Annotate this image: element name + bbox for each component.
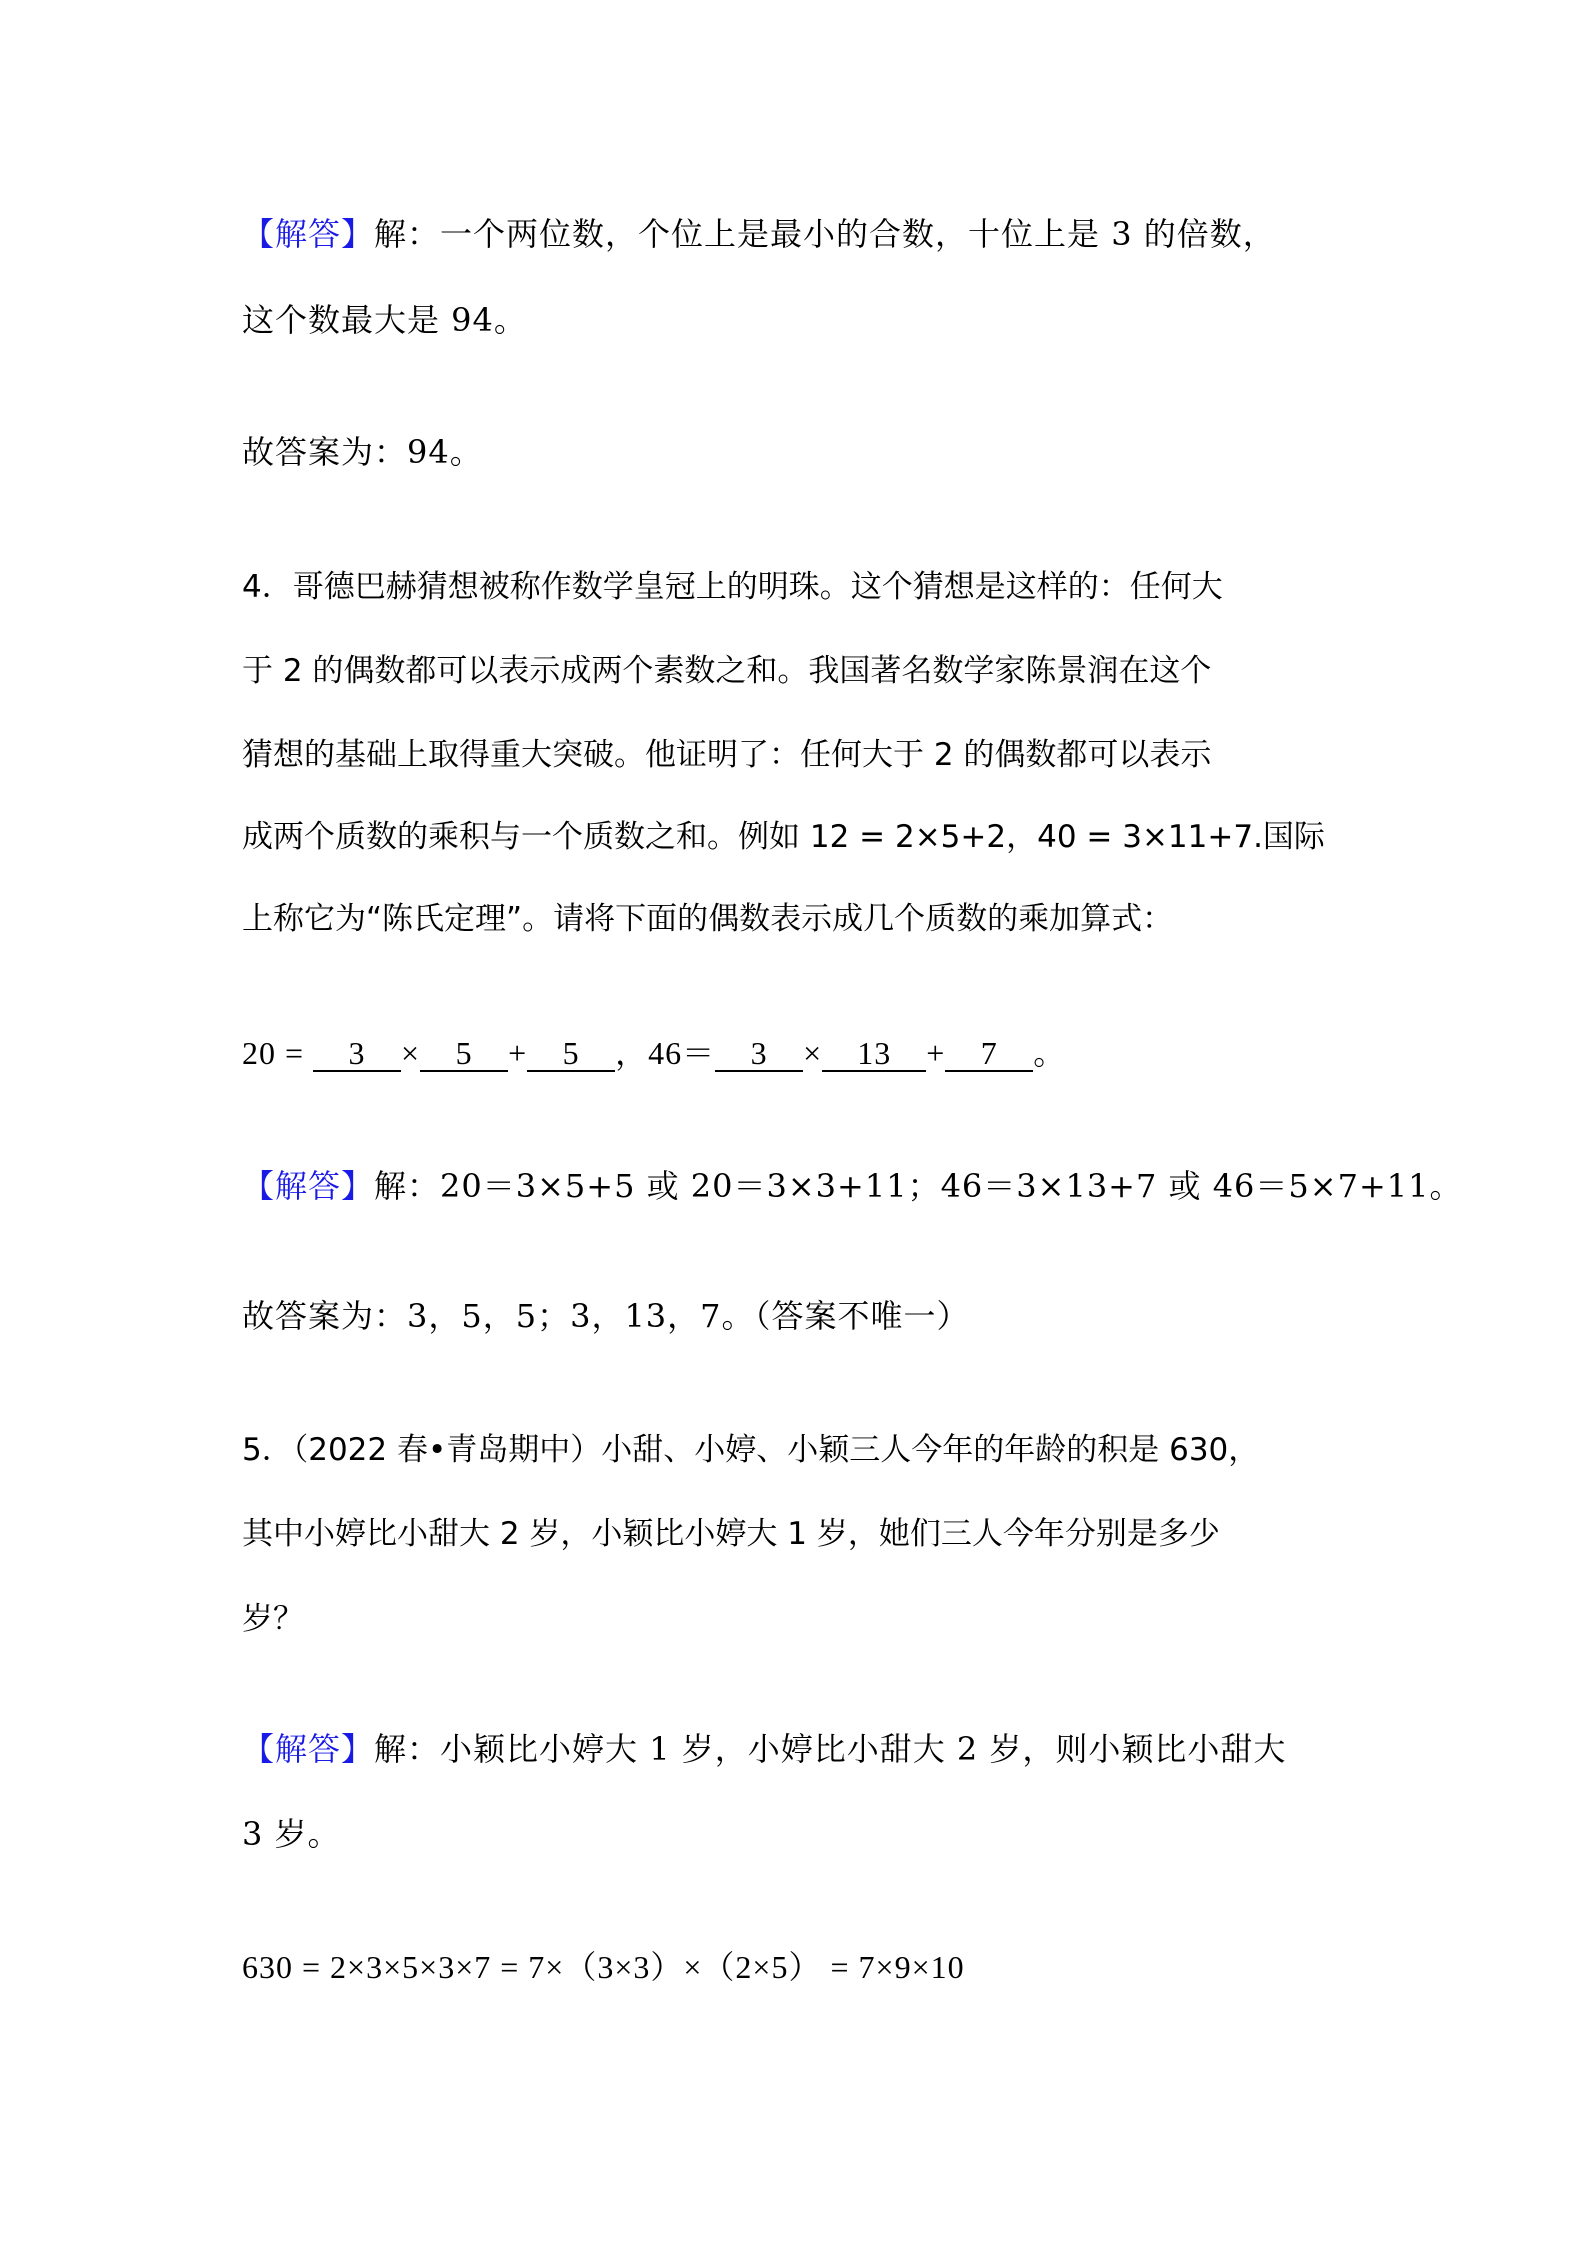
q5-solution-line2: 3 岁。	[242, 1815, 341, 1853]
q4-line: 于 2 的偶数都可以表示成两个素数之和。我国著名数学家陈景润在这个	[242, 653, 1212, 689]
q4-fill-in-equation	[242, 1033, 1362, 1073]
q4-solution-text: 解：20＝3×5+5 或 20＝3×3+11；46＝3×13+7 或 46＝5×7+11。	[374, 1167, 1463, 1205]
operator: +	[926, 1035, 946, 1071]
q4-final-answer: 故答案为：3，5，5；3，13，7。（答案不唯一）	[242, 1297, 970, 1335]
answer-tag: 【解答】	[242, 1167, 375, 1205]
answer-tag: 【解答】	[242, 1730, 375, 1768]
q5-solution-line1	[242, 1729, 1362, 1769]
q5-line: 岁？	[242, 1601, 304, 1637]
q3-solution-line1	[242, 214, 1362, 254]
q5-solution-text: 解：小颖比小婷大 1 岁，小婷比小甜大 2 岁，则小颖比小甜大	[374, 1730, 1287, 1768]
answer-blank[interactable]: 5	[420, 1036, 508, 1072]
q4-line: 上称它为“陈氏定理”。请将下面的偶数表示成几个质数的乘加算式：	[242, 901, 1174, 937]
operator: ×	[803, 1035, 823, 1071]
period: 。	[1033, 1035, 1067, 1071]
answer-tag: 【解答】	[242, 215, 375, 253]
answer-blank[interactable]: 5	[527, 1036, 615, 1072]
separator: ，46＝	[615, 1035, 716, 1071]
q4-solution	[242, 1166, 1463, 1206]
q4-line: 猜想的基础上取得重大突破。他证明了：任何大于 2 的偶数都可以表示	[242, 737, 1212, 773]
answer-blank[interactable]: 3	[313, 1036, 401, 1072]
equation-lhs: 20 =	[242, 1035, 305, 1071]
q5-line: 5．（2022 春•青岛期中）小甜、小婷、小颖三人今年的年龄的积是 630，	[242, 1432, 1260, 1468]
q3-solution-text: 解：一个两位数，个位上是最小的合数，十位上是 3 的倍数，	[374, 215, 1276, 253]
q4-line: 成两个质数的乘积与一个质数之和。例如 12 = 2×5+2，40 = 3×11+7.国际	[242, 819, 1325, 855]
q5-line: 其中小婷比小甜大 2 岁，小颖比小婷大 1 岁，她们三人今年分别是多少	[242, 1516, 1220, 1552]
q4-line: 4．哥德巴赫猜想被称作数学皇冠上的明珠。这个猜想是这样的：任何大	[242, 569, 1223, 605]
answer-blank[interactable]: 13	[822, 1036, 926, 1072]
q3-solution-line2: 这个数最大是 94。	[242, 301, 527, 339]
answer-blank[interactable]: 3	[715, 1036, 803, 1072]
operator: +	[508, 1035, 528, 1071]
q5-equation: 630 = 2×3×5×3×7 = 7×（3×3）×（2×5） = 7×9×10	[242, 1949, 965, 1985]
q3-final-answer: 故答案为：94。	[242, 433, 483, 471]
answer-blank[interactable]: 7	[945, 1036, 1033, 1072]
operator: ×	[401, 1035, 421, 1071]
